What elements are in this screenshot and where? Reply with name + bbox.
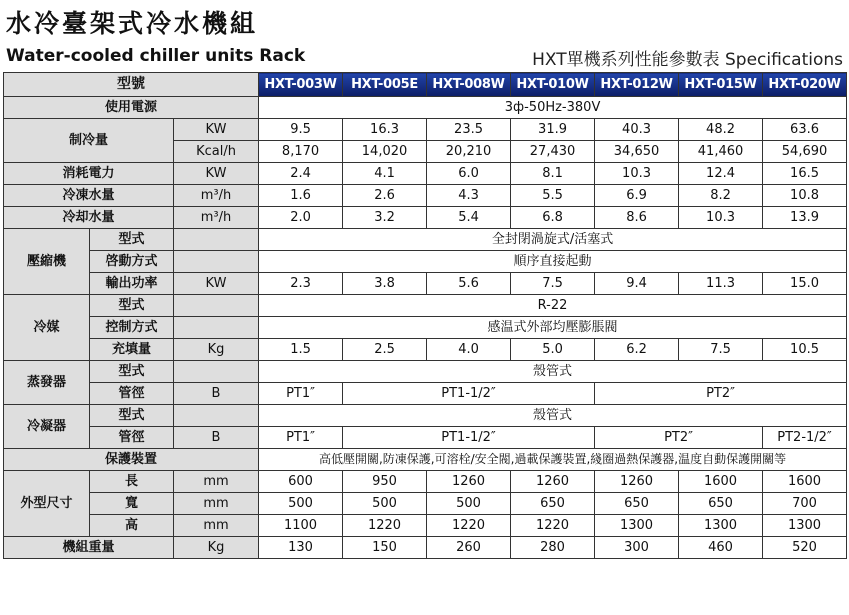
row-label: 冷却水量 — [4, 207, 174, 229]
table-cell: 10.8 — [763, 185, 847, 207]
table-cell: 11.3 — [679, 273, 763, 295]
unit-cell: mm — [174, 515, 259, 537]
unit-cell — [174, 361, 259, 383]
table-cell: 13.9 — [763, 207, 847, 229]
table-row — [4, 73, 847, 97]
table-cell: 1.6 — [259, 185, 343, 207]
table-cell: 9.5 — [259, 119, 343, 141]
table-cell: 20,210 — [427, 141, 511, 163]
table-row — [4, 185, 847, 207]
model-cell: HXT-005E — [343, 73, 427, 97]
table-cell: 500 — [343, 493, 427, 515]
table-cell: 3ф-50Hz-380V — [259, 97, 847, 119]
table-cell: 6.9 — [595, 185, 679, 207]
table-cell: 600 — [259, 471, 343, 493]
unit-cell — [174, 229, 259, 251]
table-row — [4, 97, 847, 119]
table-cell: 63.6 — [763, 119, 847, 141]
row-label: 啓動方式 — [90, 251, 174, 273]
unit-cell: B — [174, 427, 259, 449]
table-cell: 殼管式 — [259, 405, 847, 427]
unit-cell: mm — [174, 493, 259, 515]
row-label: 機組重量 — [4, 537, 174, 559]
table-cell: 500 — [427, 493, 511, 515]
model-cell: HXT-003W — [259, 73, 343, 97]
table-cell: 1300 — [595, 515, 679, 537]
table-cell: 10.3 — [679, 207, 763, 229]
table-cell: 2.4 — [259, 163, 343, 185]
unit-cell: m³/h — [174, 207, 259, 229]
table-cell: 16.3 — [343, 119, 427, 141]
table-cell: 12.4 — [679, 163, 763, 185]
table-cell: PT1″ — [259, 427, 343, 449]
table-row — [4, 405, 847, 427]
spec-table — [3, 72, 847, 559]
table-cell: 2.0 — [259, 207, 343, 229]
table-cell: 650 — [679, 493, 763, 515]
row-label: 寬 — [90, 493, 174, 515]
model-header: 型號 — [4, 73, 259, 97]
table-cell: 150 — [343, 537, 427, 559]
table-cell: 1260 — [511, 471, 595, 493]
table-cell: 2.3 — [259, 273, 343, 295]
table-cell: 1260 — [427, 471, 511, 493]
unit-cell: Kg — [174, 339, 259, 361]
model-cell: HXT-008W — [427, 73, 511, 97]
model-cell: HXT-012W — [595, 73, 679, 97]
row-label: 長 — [90, 471, 174, 493]
table-row — [4, 383, 847, 405]
table-cell: 9.4 — [595, 273, 679, 295]
unit-cell — [174, 251, 259, 273]
table-cell: 1100 — [259, 515, 343, 537]
table-cell: 1300 — [679, 515, 763, 537]
table-cell: 27,430 — [511, 141, 595, 163]
unit-cell: m³/h — [174, 185, 259, 207]
table-cell: 10.3 — [595, 163, 679, 185]
table-cell: 950 — [343, 471, 427, 493]
row-label: 型式 — [90, 361, 174, 383]
table-cell: 5.5 — [511, 185, 595, 207]
table-cell: 5.4 — [427, 207, 511, 229]
table-cell: 4.0 — [427, 339, 511, 361]
table-cell: 1220 — [511, 515, 595, 537]
table-cell: 7.5 — [679, 339, 763, 361]
table-cell: 48.2 — [679, 119, 763, 141]
table-cell: 700 — [763, 493, 847, 515]
row-label: 充填量 — [90, 339, 174, 361]
table-row — [4, 119, 847, 141]
table-row — [4, 515, 847, 537]
unit-cell: KW — [174, 163, 259, 185]
table-cell: 280 — [511, 537, 595, 559]
row-label: 管徑 — [90, 427, 174, 449]
unit-cell: KW — [174, 119, 259, 141]
model-cell: HXT-015W — [679, 73, 763, 97]
table-cell: 41,460 — [679, 141, 763, 163]
table-row — [4, 207, 847, 229]
table-cell: 6.8 — [511, 207, 595, 229]
table-row — [4, 251, 847, 273]
table-cell: 34,650 — [595, 141, 679, 163]
table-row — [4, 163, 847, 185]
unit-cell: mm — [174, 471, 259, 493]
unit-cell: Kg — [174, 537, 259, 559]
unit-cell — [174, 317, 259, 339]
unit-cell: KW — [174, 273, 259, 295]
table-cell: 全封閉渦旋式/活塞式 — [259, 229, 847, 251]
table-row — [4, 427, 847, 449]
table-cell: 7.5 — [511, 273, 595, 295]
table-cell: 16.5 — [763, 163, 847, 185]
group-label: 蒸發器 — [4, 361, 90, 405]
table-cell: 2.6 — [343, 185, 427, 207]
row-label: 冷凍水量 — [4, 185, 174, 207]
table-cell: 8.1 — [511, 163, 595, 185]
table-cell: 3.8 — [343, 273, 427, 295]
table-row — [4, 339, 847, 361]
table-cell: 5.6 — [427, 273, 511, 295]
table-row — [4, 361, 847, 383]
group-label: 冷凝器 — [4, 405, 90, 449]
table-cell: 300 — [595, 537, 679, 559]
table-row — [4, 273, 847, 295]
table-cell: 1300 — [763, 515, 847, 537]
group-label: 外型尺寸 — [4, 471, 90, 537]
table-cell: 8,170 — [259, 141, 343, 163]
table-cell: 6.0 — [427, 163, 511, 185]
page-subtitle: Water-cooled chiller units Rack — [6, 46, 306, 66]
table-cell: 130 — [259, 537, 343, 559]
row-label: 制冷量 — [4, 119, 174, 163]
table-cell: 1.5 — [259, 339, 343, 361]
row-label: 使用電源 — [4, 97, 259, 119]
model-cell: HXT-020W — [763, 73, 847, 97]
table-cell: 3.2 — [343, 207, 427, 229]
row-label: 型式 — [90, 295, 174, 317]
table-cell: 460 — [679, 537, 763, 559]
table-row — [4, 317, 847, 339]
table-cell: PT2″ — [595, 383, 847, 405]
table-cell: 6.2 — [595, 339, 679, 361]
unit-cell — [174, 295, 259, 317]
table-row — [4, 537, 847, 559]
table-cell: 10.5 — [763, 339, 847, 361]
row-label: 管徑 — [90, 383, 174, 405]
table-cell: 1600 — [679, 471, 763, 493]
table-cell: 1220 — [427, 515, 511, 537]
table-cell: 感温式外部均壓膨脹閥 — [259, 317, 847, 339]
table-row — [4, 229, 847, 251]
group-label: 冷媒 — [4, 295, 90, 361]
page-title: 水冷臺架式冷水機組 — [6, 9, 259, 38]
table-cell: PT1″ — [259, 383, 343, 405]
table-cell: 40.3 — [595, 119, 679, 141]
table-cell: 15.0 — [763, 273, 847, 295]
table-cell: PT1-1/2″ — [343, 383, 595, 405]
table-cell: 高低壓開關,防凍保護,可溶栓/安全閥,過載保護裝置,綫圈過熱保護器,温度自動保護開關等 — [259, 449, 847, 471]
table-cell: 4.1 — [343, 163, 427, 185]
table-cell: PT2″ — [595, 427, 763, 449]
model-cell: HXT-010W — [511, 73, 595, 97]
spec-table-title: HXT單機系列性能參數表 Specifications — [532, 50, 843, 70]
table-cell: 1600 — [763, 471, 847, 493]
table-cell: 4.3 — [427, 185, 511, 207]
table-cell: 8.6 — [595, 207, 679, 229]
row-label: 消耗電力 — [4, 163, 174, 185]
table-cell: PT2-1/2″ — [763, 427, 847, 449]
table-cell: 14,020 — [343, 141, 427, 163]
row-label: 控制方式 — [90, 317, 174, 339]
row-label: 型式 — [90, 229, 174, 251]
table-cell: 31.9 — [511, 119, 595, 141]
unit-cell: B — [174, 383, 259, 405]
table-cell: 650 — [595, 493, 679, 515]
table-cell: 8.2 — [679, 185, 763, 207]
table-cell: 順序直接起動 — [259, 251, 847, 273]
table-cell: 1260 — [595, 471, 679, 493]
table-cell: 2.5 — [343, 339, 427, 361]
table-cell: 260 — [427, 537, 511, 559]
table-cell: 23.5 — [427, 119, 511, 141]
table-cell: 500 — [259, 493, 343, 515]
row-label: 型式 — [90, 405, 174, 427]
unit-cell — [174, 405, 259, 427]
table-cell: 殼管式 — [259, 361, 847, 383]
table-cell: PT1-1/2″ — [343, 427, 595, 449]
table-cell: 54,690 — [763, 141, 847, 163]
row-label: 保護裝置 — [4, 449, 259, 471]
row-label: 輸出功率 — [90, 273, 174, 295]
table-row — [4, 449, 847, 471]
table-cell: R-22 — [259, 295, 847, 317]
unit-cell: Kcal/h — [174, 141, 259, 163]
table-cell: 520 — [763, 537, 847, 559]
table-row — [4, 471, 847, 493]
group-label: 壓縮機 — [4, 229, 90, 295]
table-row — [4, 493, 847, 515]
table-cell: 650 — [511, 493, 595, 515]
row-label: 高 — [90, 515, 174, 537]
table-cell: 5.0 — [511, 339, 595, 361]
table-cell: 1220 — [343, 515, 427, 537]
table-row — [4, 295, 847, 317]
